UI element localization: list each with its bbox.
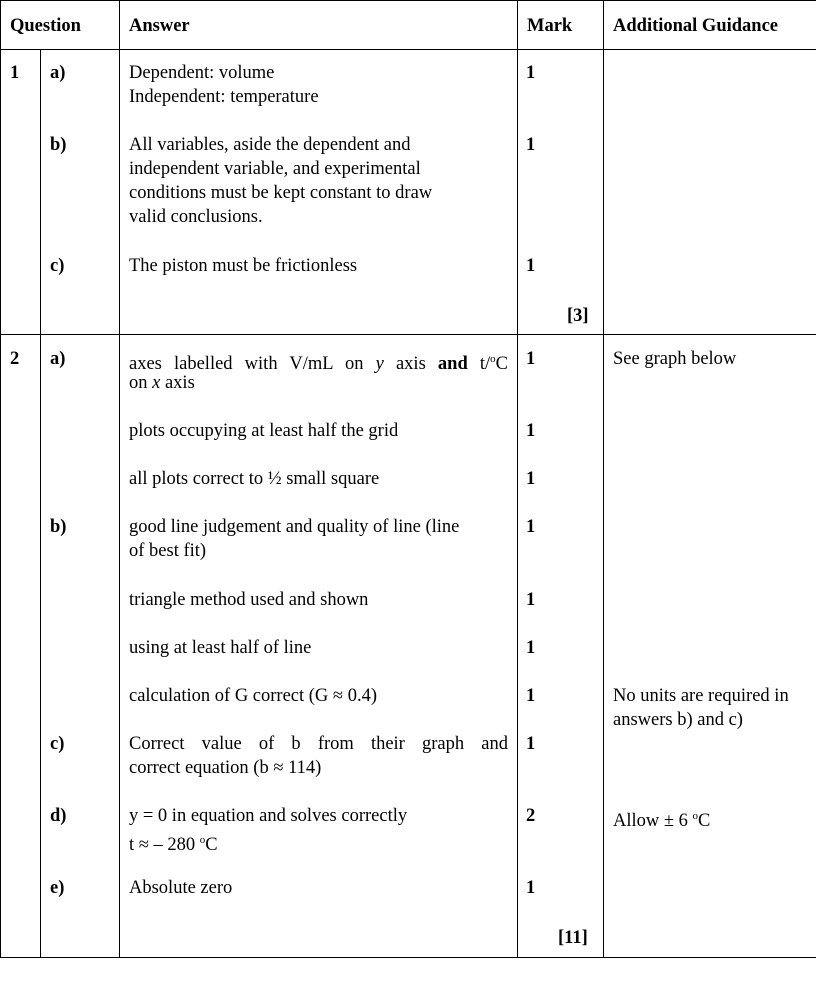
q2-part-c: c) — [50, 734, 65, 754]
q2e-mark: 1 — [526, 878, 536, 898]
q2b-mark-3: 1 — [526, 638, 536, 658]
q2b-answer-row3: using at least half of line — [129, 638, 312, 658]
q2b-guidance-line1: No units are required in — [613, 686, 789, 706]
table-bottom-border — [0, 957, 816, 958]
q2-part-d: d) — [50, 806, 67, 826]
q2d-guidance: Allow ± 6 $^o$C — [613, 810, 711, 832]
mark-divider — [517, 0, 518, 958]
q2a-mark-2: 1 — [526, 421, 536, 441]
q1-part-c: c) — [50, 256, 65, 276]
q2a-answer-row3: all plots correct to ½ small square — [129, 469, 380, 489]
q2d-mark: 2 — [526, 806, 536, 826]
q2-total-mark: [11] — [558, 928, 588, 948]
q2e-answer: Absolute zero — [129, 878, 233, 898]
q2a-answer-row2: plots occupying at least half the grid — [129, 421, 399, 441]
q2d-answer-line2: t ≈ – 280 $^o$C — [129, 834, 218, 856]
table-left-border — [0, 0, 1, 958]
q2a-guidance: See graph below — [613, 349, 737, 369]
q2c-answer-line2: correct equation (b ≈ 114) — [129, 758, 322, 778]
q2b-answer-row1-line1: good line judgement and quality of line (line — [129, 517, 460, 537]
q1b-answer-line1: All variables, aside the dependent and — [129, 135, 411, 155]
q2a-answer-line2: on x axis — [129, 373, 195, 393]
header-answer: Answer — [129, 16, 190, 36]
table-top-border — [0, 0, 816, 1]
header-bottom-border — [0, 49, 816, 50]
q2-part-a: a) — [50, 349, 66, 369]
q2a-answer-line1: axes labelled with V/mL on y axis and t/$^o$C — [129, 353, 508, 375]
q2b-answer-row1-line2: of best fit) — [129, 541, 207, 561]
q2b-mark-2: 1 — [526, 590, 536, 610]
header-guidance: Additional Guidance — [613, 16, 779, 36]
q2d-answer-line1: y = 0 in equation and solves correctly — [129, 806, 408, 826]
q1-total-mark: [3] — [567, 306, 589, 326]
q1a-answer-line1: Dependent: volume — [129, 63, 275, 83]
q2a-mark-3: 1 — [526, 469, 536, 489]
header-mark: Mark — [527, 16, 573, 36]
q1c-answer: The piston must be frictionless — [129, 256, 358, 276]
q2-part-e: e) — [50, 878, 65, 898]
part-divider — [40, 49, 41, 958]
q1b-answer-line4: valid conclusions. — [129, 207, 263, 227]
answer-divider — [119, 0, 120, 958]
q2-part-b: b) — [50, 517, 67, 537]
q1b-answer-line2: independent variable, and experimental — [129, 159, 421, 179]
header-question: Question — [10, 16, 81, 36]
q2b-mark-4: 1 — [526, 686, 536, 706]
q1-part-a: a) — [50, 63, 66, 83]
q2-number: 2 — [10, 349, 20, 369]
q1b-answer-line3: conditions must be kept constant to draw — [129, 183, 433, 203]
q2b-answer-row2: triangle method used and shown — [129, 590, 369, 610]
q2a-mark-1: 1 — [526, 349, 536, 369]
q1-part-b: b) — [50, 135, 67, 155]
q1-number: 1 — [10, 63, 20, 83]
q2b-guidance-line2: answers b) and c) — [613, 710, 743, 730]
q1a-answer-line2: Independent: temperature — [129, 87, 319, 107]
q1c-mark: 1 — [526, 256, 536, 276]
q2c-answer-line1: Correct value of b from their graph and — [129, 734, 508, 754]
q1b-mark: 1 — [526, 135, 536, 155]
q1-bottom-border — [0, 334, 816, 335]
q2c-mark: 1 — [526, 734, 536, 754]
guidance-divider — [603, 0, 604, 958]
q2b-mark-1: 1 — [526, 517, 536, 537]
q2b-answer-row4: calculation of G correct (G ≈ 0.4) — [129, 686, 377, 706]
q1a-mark: 1 — [526, 63, 536, 83]
